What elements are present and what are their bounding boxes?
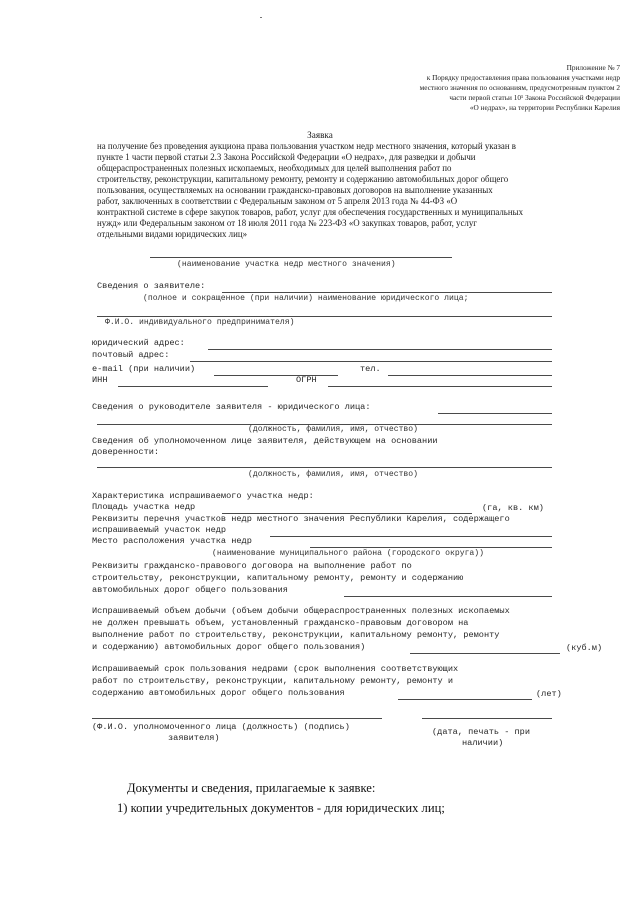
date-line[interactable]: [422, 718, 552, 719]
ogrn-label: ОГРН: [296, 375, 317, 385]
intro-line: строительству, реконструкции, капитальному ремонту, ремонту и содержанию автомобильных дорог общего: [97, 174, 509, 184]
volume-label-2: не должен превышать объем, установленный гражданско-правовым договором на: [92, 618, 469, 628]
company-caption: (полное и сокращенное (при наличии) наименование юридического лица;: [143, 294, 469, 303]
volume-label-4: и содержанию) автомобильных дорог общего пользования): [92, 642, 366, 652]
term-label-2: работ по строительству, реконструкции, капитальному ремонту, ремонту и: [92, 676, 453, 686]
ogrn-field[interactable]: [328, 386, 552, 387]
site-name-field[interactable]: [150, 257, 452, 258]
applicant-label: Сведения о заявителе:: [97, 281, 206, 291]
appendix-line: части первой статьи 10¹ Закона Российской Федерации: [449, 93, 620, 102]
documents-item: 1) копии учредительных документов - для юридических лиц;: [117, 801, 445, 815]
tel-label: тел.: [360, 364, 381, 374]
documents-heading: Документы и сведения, прилагаемые к заявке:: [127, 781, 376, 795]
postal-address-field[interactable]: [190, 361, 552, 362]
area-label: Площадь участка недр: [92, 502, 196, 512]
head-label: Сведения о руководителе заявителя - юридического лица:: [92, 402, 371, 412]
contract-label-2: строительству, реконструкции, капитальному ремонту, ремонту и содержанию: [92, 573, 464, 583]
site-name-caption: (наименование участка недр местного значения): [177, 260, 396, 269]
location-field[interactable]: [310, 547, 552, 548]
district-caption: (наименование муниципального района (городского округа)): [212, 549, 484, 558]
legal-address-label: юридический адрес:: [92, 338, 185, 348]
intro-line: контрактной системе в сфере закупок товаров, работ, услуг для обеспечения государственных и муниципальных: [97, 207, 524, 217]
date-caption: (дата, печать - при: [432, 727, 530, 737]
representative-label-2: доверенности:: [92, 447, 160, 457]
document-title: Заявка: [307, 130, 333, 140]
representative-field[interactable]: [97, 467, 552, 468]
intro-line: пункте 1 части первой статьи 2.3 Закона Российской Федерации «О недрах», для разведки и добычи: [97, 152, 476, 162]
intro-line: на получение без проведения аукциона права пользования участком недр местного значения, который указан в: [97, 141, 516, 151]
head-field[interactable]: [438, 413, 552, 414]
intro-line: работ, заключенных в соответствии с Федеральным законом от 5 апреля 2013 года № 44-ФЗ «О: [97, 196, 458, 206]
ip-caption: Ф.И.О. индивидуального предпринимателя): [105, 318, 295, 327]
email-field[interactable]: [214, 375, 338, 376]
representative-label: Сведения об уполномоченном лице заявителя, действующем на основании: [92, 436, 438, 446]
postal-address-label: почтовый адрес:: [92, 350, 170, 360]
volume-label: Испрашиваемый объем добычи (объем добычи общераспространенных полезных ископаемых: [92, 606, 510, 616]
term-label: Испрашиваемый срок пользования недрами (срок выполнения соответствующих: [92, 664, 459, 674]
contract-label-3: автомобильных дорог общего пользования: [92, 585, 288, 595]
appendix-line: к Порядку предоставления права пользования участками недр: [426, 73, 620, 82]
term-unit: (лет): [536, 689, 562, 699]
term-label-3: содержанию автомобильных дорог общего пользования: [92, 688, 345, 698]
list-requisites-label: Реквизиты перечня участков недр местного значения Республики Карелия, содержащего: [92, 514, 510, 524]
intro-line: пользования, осуществляемых на основании гражданско-правовых договоров на выполнение указанных: [97, 185, 493, 195]
representative-caption: (должность, фамилия, имя, отчество): [248, 470, 418, 479]
applicant-field-2[interactable]: [97, 316, 552, 317]
legal-address-field[interactable]: [208, 349, 552, 350]
intro-line: нужд» или Федеральным законом от 18 июля 2011 года № 223-ФЗ «О закупках товаров, работ, услуг: [97, 218, 477, 228]
volume-field[interactable]: [410, 653, 560, 654]
appendix-line: Приложение № 7: [566, 63, 620, 72]
signature-caption-2: заявителя): [168, 733, 220, 743]
contract-label: Реквизиты гражданско-правового договора на выполнение работ по: [92, 561, 412, 571]
volume-label-3: выполнение работ по строительству, реконструкции, капитальному ремонту, ремонту: [92, 630, 500, 640]
term-field[interactable]: [398, 699, 532, 700]
inn-field[interactable]: [118, 386, 268, 387]
date-caption-2: наличии): [462, 738, 504, 748]
area-unit: (га, кв. км): [482, 503, 544, 513]
list-requisites-label-2: испрашиваемый участок недр: [92, 525, 227, 535]
appendix-line: местного значения по основаниям, предусмотренным пунктом 2: [419, 83, 620, 92]
appendix-line: «О недрах», на территории Республики Карелия: [469, 103, 620, 112]
list-requisites-field[interactable]: [270, 536, 552, 537]
signature-caption: (Ф.И.О. уполномоченного лица (должность) (подпись): [92, 722, 350, 732]
head-caption: (должность, фамилия, имя, отчество): [248, 425, 418, 434]
applicant-field[interactable]: [222, 292, 552, 293]
email-label: e-mail (при наличии): [92, 364, 196, 374]
location-label: Место расположения участка недр: [92, 536, 252, 546]
scan-speck: [260, 17, 262, 18]
intro-line: общераспространенных полезных ископаемых, необходимых для целей выполнения работ по: [97, 163, 452, 173]
tel-field[interactable]: [388, 375, 552, 376]
characteristics-label: Характеристика испрашиваемого участка недр:: [92, 491, 314, 501]
inn-label: ИНН: [92, 375, 108, 385]
intro-line: отдельными видами юридических лиц»: [97, 229, 248, 239]
contract-field[interactable]: [344, 596, 552, 597]
signature-line[interactable]: [92, 718, 382, 719]
volume-unit: (куб.м): [566, 643, 603, 653]
